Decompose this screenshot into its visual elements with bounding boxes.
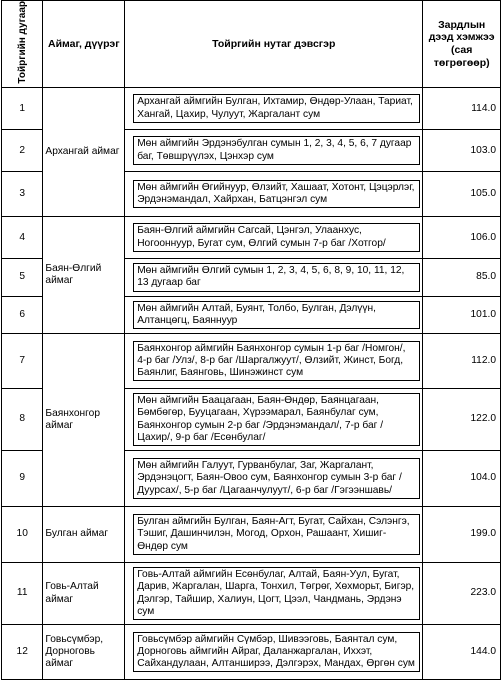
spending-limit: 144.0 bbox=[423, 624, 501, 679]
spending-limit: 103.0 bbox=[423, 130, 501, 172]
district-number: 3 bbox=[2, 172, 43, 217]
spending-limit: 101.0 bbox=[423, 296, 501, 333]
province-cell: Говь-Алтай аймаг bbox=[43, 563, 125, 625]
header-province: Аймаг, дүүрэг bbox=[43, 1, 125, 88]
district-number: 5 bbox=[2, 259, 43, 296]
district-number: 4 bbox=[2, 217, 43, 259]
territory-cell: Мөн аймгийн Өлгий сумын 1, 2, 3, 4, 5, 6, 8, 9, 10, 11, 12, 13 дугаар баг bbox=[125, 259, 423, 296]
table-row bbox=[2, 217, 501, 259]
spending-limit: 122.0 bbox=[423, 389, 501, 451]
territory-cell: Говь-Алтай аймгийн Есөнбулаг, Алтай, Баян-Уул, Бугат, Дарив, Жаргалан, Шарга, Тонхил, Төгрөг, Хөхморьт, Бигэр, Дэлгэр, Тайшир, Халиун, Цогт, Цээл, Чандмань, Эрдэнэ сум bbox=[125, 563, 423, 625]
district-number: 1 bbox=[2, 88, 43, 130]
province-cell: Архангай аймаг bbox=[43, 88, 125, 217]
district-number: 12 bbox=[2, 624, 43, 679]
table-row bbox=[2, 563, 501, 625]
spending-limit: 223.0 bbox=[423, 563, 501, 625]
territory-cell: Архангай аймгийн Булган, Ихтамир, Өндөр-Улаан, Тариат, Хангай, Цахир, Чулуут, Жаргалант сум bbox=[125, 88, 423, 130]
territory-cell: Баянхонгор аймгийн Баянхонгор сумын 1-р баг /Номгон/, 4-р баг /Улз/, 8-р баг /Шаргалжуут/, Өлзийт, Жинст, Богд, Баянлиг, Баянговь, Шинэжинст сум bbox=[125, 334, 423, 389]
spending-limit: 199.0 bbox=[423, 507, 501, 563]
territory-cell: Баян-Өлгий аймгийн Сагсай, Цэнгэл, Улаанхус, Ногооннуур, Бугат сум, Өлгий сумын 7-р баг /Хотгор/ bbox=[125, 217, 423, 259]
header-spending-limit: Зардлын дээд хэмжээ (сая төгрөгөөр) bbox=[423, 1, 501, 88]
territory-cell: Мөн аймгийн Өгийнуур, Өлзийт, Хашаат, Хотонт, Цэцэрлэг, Эрдэнэмандал, Хайрхан, Батцэнгэл сум bbox=[125, 172, 423, 217]
territory-cell: Булган аймгийн Булган, Баян-Агт, Бугат, Сайхан, Сэлэнгэ, Тэшиг, Дашинчилэн, Могод, Орхон, Рашаант, Хишиг-Өндөр сум bbox=[125, 507, 423, 563]
province-cell: Говьсүмбэр, Дорноговь аймаг bbox=[43, 624, 125, 679]
district-number: 10 bbox=[2, 507, 43, 563]
district-number: 8 bbox=[2, 389, 43, 451]
table-row bbox=[2, 624, 501, 679]
district-number: 9 bbox=[2, 451, 43, 507]
district-table bbox=[1, 0, 501, 680]
province-cell: Баян-Өлгий аймаг bbox=[43, 217, 125, 334]
district-number: 6 bbox=[2, 296, 43, 333]
province-cell: Баянхонгор аймаг bbox=[43, 334, 125, 507]
spending-limit: 114.0 bbox=[423, 88, 501, 130]
table-row bbox=[2, 334, 501, 389]
territory-cell: Мөн аймгийн Баацагаан, Баян-Өндөр, Баянцагаан, Бөмбөгөр, Бууцагаан, Хүрээмарал, Баянбулаг сум, Баянхонгор сумын 2-р баг /Эрдэнэмандал/, 7-р баг /Цахир/, 9-р баг /Есөнбулаг/ bbox=[125, 389, 423, 451]
table-row bbox=[2, 88, 501, 130]
table-row bbox=[2, 507, 501, 563]
header-territory: Тойргийн нутаг дэвсгэр bbox=[125, 1, 423, 88]
territory-cell: Мөн аймгийн Эрдэнэбулган сумын 1, 2, 3, 4, 5, 6, 7 дугаар баг, Төвшрүүлэх, Цэнхэр сум bbox=[125, 130, 423, 172]
district-number: 11 bbox=[2, 563, 43, 625]
district-number: 2 bbox=[2, 130, 43, 172]
spending-limit: 85.0 bbox=[423, 259, 501, 296]
territory-cell: Мөн аймгийн Галуут, Гурванбулаг, Заг, Жаргалант, Эрдэнэцогт, Баян-Овоо сум, Баянхонгор сумын 3-р баг /Дуурсах/, 5-р баг /Цагаанчулуут/, 6-р баг /Гэгээншавь/ bbox=[125, 451, 423, 507]
header-district-number: Тойргийн дугаар bbox=[2, 1, 43, 88]
territory-cell: Мөн аймгийн Алтай, Буянт, Толбо, Булган, Дэлүүн, Алтанцөгц, Баяннуур bbox=[125, 296, 423, 333]
header-row bbox=[2, 1, 501, 88]
spending-limit: 104.0 bbox=[423, 451, 501, 507]
spending-limit: 112.0 bbox=[423, 334, 501, 389]
spending-limit: 106.0 bbox=[423, 217, 501, 259]
district-number: 7 bbox=[2, 334, 43, 389]
province-cell: Булган аймаг bbox=[43, 507, 125, 563]
territory-cell: Говьсүмбэр аймгийн Сүмбэр, Шивээговь, Баянтал сум, Дорноговь аймгийн Айраг, Даланжаргалан, Иххэт, Сайхандулаан, Алтанширээ, Дэлгэрэх, Мандах, Өргөн сум bbox=[125, 624, 423, 679]
spending-limit: 105.0 bbox=[423, 172, 501, 217]
